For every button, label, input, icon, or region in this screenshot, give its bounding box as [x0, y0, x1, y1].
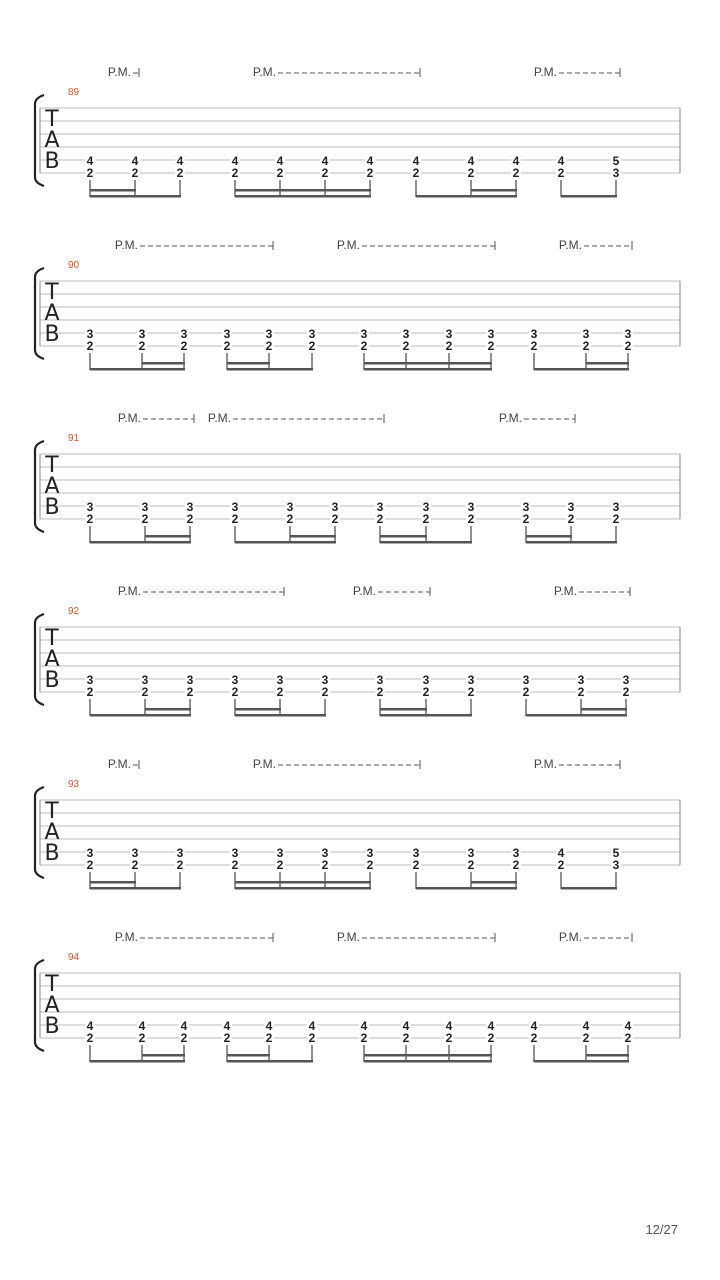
fret-number: 2: [276, 685, 284, 699]
beam-secondary: [90, 189, 136, 192]
palm-mute-label: P.M.: [336, 238, 360, 252]
fret-number: 3: [180, 327, 188, 341]
fret-number: 2: [231, 512, 239, 526]
fret-number: 2: [512, 858, 520, 872]
fret-number: 3: [138, 327, 146, 341]
fret-number: 3: [321, 673, 329, 687]
fret-number: 4: [624, 1019, 632, 1033]
measure-number: 90: [68, 260, 80, 271]
fret-number: 3: [530, 327, 538, 341]
beam: [526, 541, 617, 544]
measure-number: 91: [68, 433, 80, 444]
fret-number: 4: [467, 154, 475, 168]
palm-mute-label: P.M.: [336, 930, 360, 944]
fret-number: 3: [276, 846, 284, 860]
beam: [235, 887, 371, 890]
beam: [526, 714, 627, 717]
palm-mute-label: P.M.: [117, 411, 141, 425]
fret-number: 2: [308, 339, 316, 353]
measure-number: 89: [68, 87, 80, 98]
beam-secondary: [145, 535, 191, 538]
fret-number: 3: [366, 846, 374, 860]
beam: [90, 887, 181, 890]
fret-number: 2: [445, 1031, 453, 1045]
fret-number: 2: [522, 685, 530, 699]
fret-number: 2: [131, 858, 139, 872]
fret-number: 3: [265, 327, 273, 341]
fret-number: 2: [321, 685, 329, 699]
fret-number: 2: [141, 685, 149, 699]
fret-number: 2: [624, 1031, 632, 1045]
fret-number: 2: [422, 512, 430, 526]
beam: [416, 887, 517, 890]
fret-number: 2: [86, 685, 94, 699]
measure-number: 94: [68, 952, 80, 963]
fret-number: 3: [467, 846, 475, 860]
tab-clef-letter: B: [44, 149, 60, 174]
fret-number: 3: [231, 500, 239, 514]
beam: [90, 1060, 185, 1063]
fret-number: 2: [138, 1031, 146, 1045]
beam-secondary: [471, 189, 517, 192]
tab-clef-letter: T: [45, 972, 59, 997]
fret-number: 3: [176, 846, 184, 860]
beam: [534, 368, 629, 371]
beam: [90, 541, 191, 544]
fret-number: 4: [308, 1019, 316, 1033]
fret-number: 2: [567, 512, 575, 526]
fret-number: 3: [186, 500, 194, 514]
tab-clef-letter: B: [44, 841, 60, 866]
fret-number: 2: [186, 512, 194, 526]
fret-number: 2: [402, 339, 410, 353]
tab-clef-letter: T: [45, 626, 59, 651]
fret-number: 3: [612, 166, 620, 180]
fret-number: 2: [286, 512, 294, 526]
palm-mute-label: P.M.: [553, 584, 577, 598]
fret-number: 3: [360, 327, 368, 341]
fret-number: 4: [360, 1019, 368, 1033]
fret-number: 2: [308, 1031, 316, 1045]
fret-number: 4: [86, 154, 94, 168]
fret-number: 2: [223, 339, 231, 353]
beam-secondary: [471, 881, 517, 884]
fret-number: 4: [557, 846, 565, 860]
fret-number: 3: [422, 500, 430, 514]
palm-mute-label: P.M.: [558, 238, 582, 252]
fret-number: 4: [402, 1019, 410, 1033]
fret-number: 4: [176, 154, 184, 168]
fret-number: 2: [467, 166, 475, 180]
fret-number: 3: [467, 673, 475, 687]
fret-number: 2: [138, 339, 146, 353]
fret-number: 2: [231, 166, 239, 180]
fret-number: 4: [487, 1019, 495, 1033]
fret-number: 2: [141, 512, 149, 526]
palm-mute-label: P.M.: [107, 757, 131, 771]
fret-number: 4: [276, 154, 284, 168]
palm-mute-label: P.M.: [252, 757, 276, 771]
fret-number: 4: [86, 1019, 94, 1033]
tab-clef-letter: A: [44, 820, 60, 845]
fret-number: 3: [412, 846, 420, 860]
fret-number: 3: [624, 327, 632, 341]
fret-number: 2: [376, 685, 384, 699]
tab-clef-letter: B: [44, 495, 60, 520]
fret-number: 2: [321, 858, 329, 872]
beam: [534, 1060, 629, 1063]
fret-number: 2: [622, 685, 630, 699]
tab-clef-letter: B: [44, 1014, 60, 1039]
fret-number: 2: [557, 166, 565, 180]
fret-number: 2: [180, 339, 188, 353]
fret-number: 2: [582, 339, 590, 353]
tab-clef-letter: T: [45, 107, 59, 132]
fret-number: 2: [131, 166, 139, 180]
fret-number: 4: [412, 154, 420, 168]
beam: [416, 195, 517, 198]
fret-number: 2: [366, 858, 374, 872]
tab-clef-letter: B: [44, 668, 60, 693]
beam-secondary: [364, 1054, 492, 1057]
fret-number: 2: [186, 685, 194, 699]
fret-number: 2: [467, 512, 475, 526]
fret-number: 2: [530, 1031, 538, 1045]
fret-number: 2: [512, 166, 520, 180]
beam-secondary: [380, 535, 427, 538]
fret-number: 3: [487, 327, 495, 341]
beam: [235, 714, 326, 717]
palm-mute-label: P.M.: [533, 65, 557, 79]
fret-number: 3: [286, 500, 294, 514]
palm-mute-label: P.M.: [117, 584, 141, 598]
fret-number: 3: [231, 673, 239, 687]
fret-number: 3: [376, 673, 384, 687]
palm-mute-label: P.M.: [558, 930, 582, 944]
fret-number: 2: [176, 166, 184, 180]
tab-clef-letter: A: [44, 474, 60, 499]
fret-number: 3: [522, 500, 530, 514]
fret-number: 3: [612, 858, 620, 872]
beam-secondary: [581, 708, 627, 711]
fret-number: 2: [624, 339, 632, 353]
fret-number: 4: [223, 1019, 231, 1033]
fret-number: 3: [86, 673, 94, 687]
fret-number: 3: [467, 500, 475, 514]
fret-number: 4: [582, 1019, 590, 1033]
tab-clef-letter: T: [45, 280, 59, 305]
fret-number: 2: [487, 339, 495, 353]
fret-number: 3: [86, 846, 94, 860]
fret-number: 4: [131, 154, 139, 168]
tab-clef-letter: B: [44, 322, 60, 347]
palm-mute-label: P.M.: [352, 584, 376, 598]
fret-number: 3: [141, 500, 149, 514]
beam-secondary: [586, 1054, 629, 1057]
fret-number: 2: [467, 858, 475, 872]
fret-number: 3: [223, 327, 231, 341]
fret-number: 2: [612, 512, 620, 526]
fret-number: 2: [530, 339, 538, 353]
fret-number: 5: [612, 154, 620, 168]
fret-number: 3: [582, 327, 590, 341]
page-number: 12/27: [645, 1222, 678, 1237]
beam-secondary: [235, 881, 371, 884]
palm-mute-label: P.M.: [533, 757, 557, 771]
palm-mute-label: P.M.: [107, 65, 131, 79]
beam: [380, 541, 472, 544]
palm-mute-label: P.M.: [207, 411, 231, 425]
tab-clef-letter: A: [44, 128, 60, 153]
fret-number: 2: [176, 858, 184, 872]
beam-secondary: [586, 362, 629, 365]
fret-number: 2: [86, 858, 94, 872]
tab-clef-letter: T: [45, 799, 59, 824]
fret-number: 4: [138, 1019, 146, 1033]
beam: [364, 1060, 492, 1063]
fret-number: 4: [321, 154, 329, 168]
fret-number: 2: [223, 1031, 231, 1045]
beam-secondary: [142, 1054, 185, 1057]
fret-number: 5: [612, 846, 620, 860]
fret-number: 2: [412, 858, 420, 872]
fret-number: 3: [376, 500, 384, 514]
fret-number: 2: [445, 339, 453, 353]
palm-mute-label: P.M.: [252, 65, 276, 79]
tab-clef-letter: A: [44, 993, 60, 1018]
fret-number: 3: [577, 673, 585, 687]
tab-clef-letter: A: [44, 301, 60, 326]
palm-mute-label: P.M.: [498, 411, 522, 425]
beam: [90, 368, 185, 371]
beam-secondary: [380, 708, 427, 711]
palm-mute-label: P.M.: [114, 238, 138, 252]
fret-number: 4: [557, 154, 565, 168]
fret-number: 2: [86, 512, 94, 526]
fret-number: 2: [180, 1031, 188, 1045]
fret-number: 3: [402, 327, 410, 341]
beam: [561, 887, 617, 890]
fret-number: 3: [522, 673, 530, 687]
fret-number: 2: [331, 512, 339, 526]
fret-number: 2: [360, 1031, 368, 1045]
fret-number: 2: [412, 166, 420, 180]
beam-secondary: [235, 189, 371, 192]
beam: [561, 195, 617, 198]
fret-number: 3: [276, 673, 284, 687]
fret-number: 2: [86, 1031, 94, 1045]
fret-number: 2: [402, 1031, 410, 1045]
beam-secondary: [142, 362, 185, 365]
fret-number: 4: [366, 154, 374, 168]
beam-secondary: [90, 881, 136, 884]
fret-number: 3: [86, 327, 94, 341]
fret-number: 2: [86, 166, 94, 180]
beam-secondary: [227, 362, 270, 365]
fret-number: 2: [276, 858, 284, 872]
fret-number: 3: [141, 673, 149, 687]
beam-secondary: [526, 535, 572, 538]
fret-number: 2: [522, 512, 530, 526]
fret-number: 3: [321, 846, 329, 860]
beam-secondary: [227, 1054, 270, 1057]
fret-number: 4: [445, 1019, 453, 1033]
fret-number: 2: [265, 1031, 273, 1045]
fret-number: 3: [331, 500, 339, 514]
fret-number: 4: [180, 1019, 188, 1033]
fret-number: 4: [265, 1019, 273, 1033]
fret-number: 2: [467, 685, 475, 699]
beam: [90, 195, 181, 198]
fret-number: 3: [612, 500, 620, 514]
fret-number: 2: [231, 685, 239, 699]
beam-secondary: [235, 708, 281, 711]
fret-number: 2: [86, 339, 94, 353]
fret-number: 2: [360, 339, 368, 353]
fret-number: 2: [276, 166, 284, 180]
fret-number: 3: [512, 846, 520, 860]
beam: [380, 714, 472, 717]
measure-number: 93: [68, 779, 80, 790]
fret-number: 3: [186, 673, 194, 687]
fret-number: 2: [557, 858, 565, 872]
beam: [227, 1060, 313, 1063]
palm-mute-label: P.M.: [114, 930, 138, 944]
fret-number: 3: [131, 846, 139, 860]
fret-number: 2: [487, 1031, 495, 1045]
fret-number: 3: [622, 673, 630, 687]
fret-number: 2: [366, 166, 374, 180]
fret-number: 3: [567, 500, 575, 514]
beam: [227, 368, 313, 371]
beam: [235, 541, 336, 544]
beam-secondary: [364, 362, 492, 365]
fret-number: 3: [231, 846, 239, 860]
fret-number: 2: [231, 858, 239, 872]
beam: [90, 714, 191, 717]
fret-number: 3: [86, 500, 94, 514]
fret-number: 2: [321, 166, 329, 180]
fret-number: 3: [308, 327, 316, 341]
fret-number: 4: [530, 1019, 538, 1033]
tab-clef-letter: A: [44, 647, 60, 672]
measure-number: 92: [68, 606, 80, 617]
fret-number: 2: [422, 685, 430, 699]
fret-number: 2: [376, 512, 384, 526]
beam: [235, 195, 371, 198]
beam: [364, 368, 492, 371]
fret-number: 2: [577, 685, 585, 699]
fret-number: 4: [512, 154, 520, 168]
beam-secondary: [145, 708, 191, 711]
tab-clef-letter: T: [45, 453, 59, 478]
fret-number: 4: [231, 154, 239, 168]
fret-number: 3: [422, 673, 430, 687]
fret-number: 2: [582, 1031, 590, 1045]
fret-number: 3: [445, 327, 453, 341]
beam-secondary: [290, 535, 336, 538]
fret-number: 2: [265, 339, 273, 353]
